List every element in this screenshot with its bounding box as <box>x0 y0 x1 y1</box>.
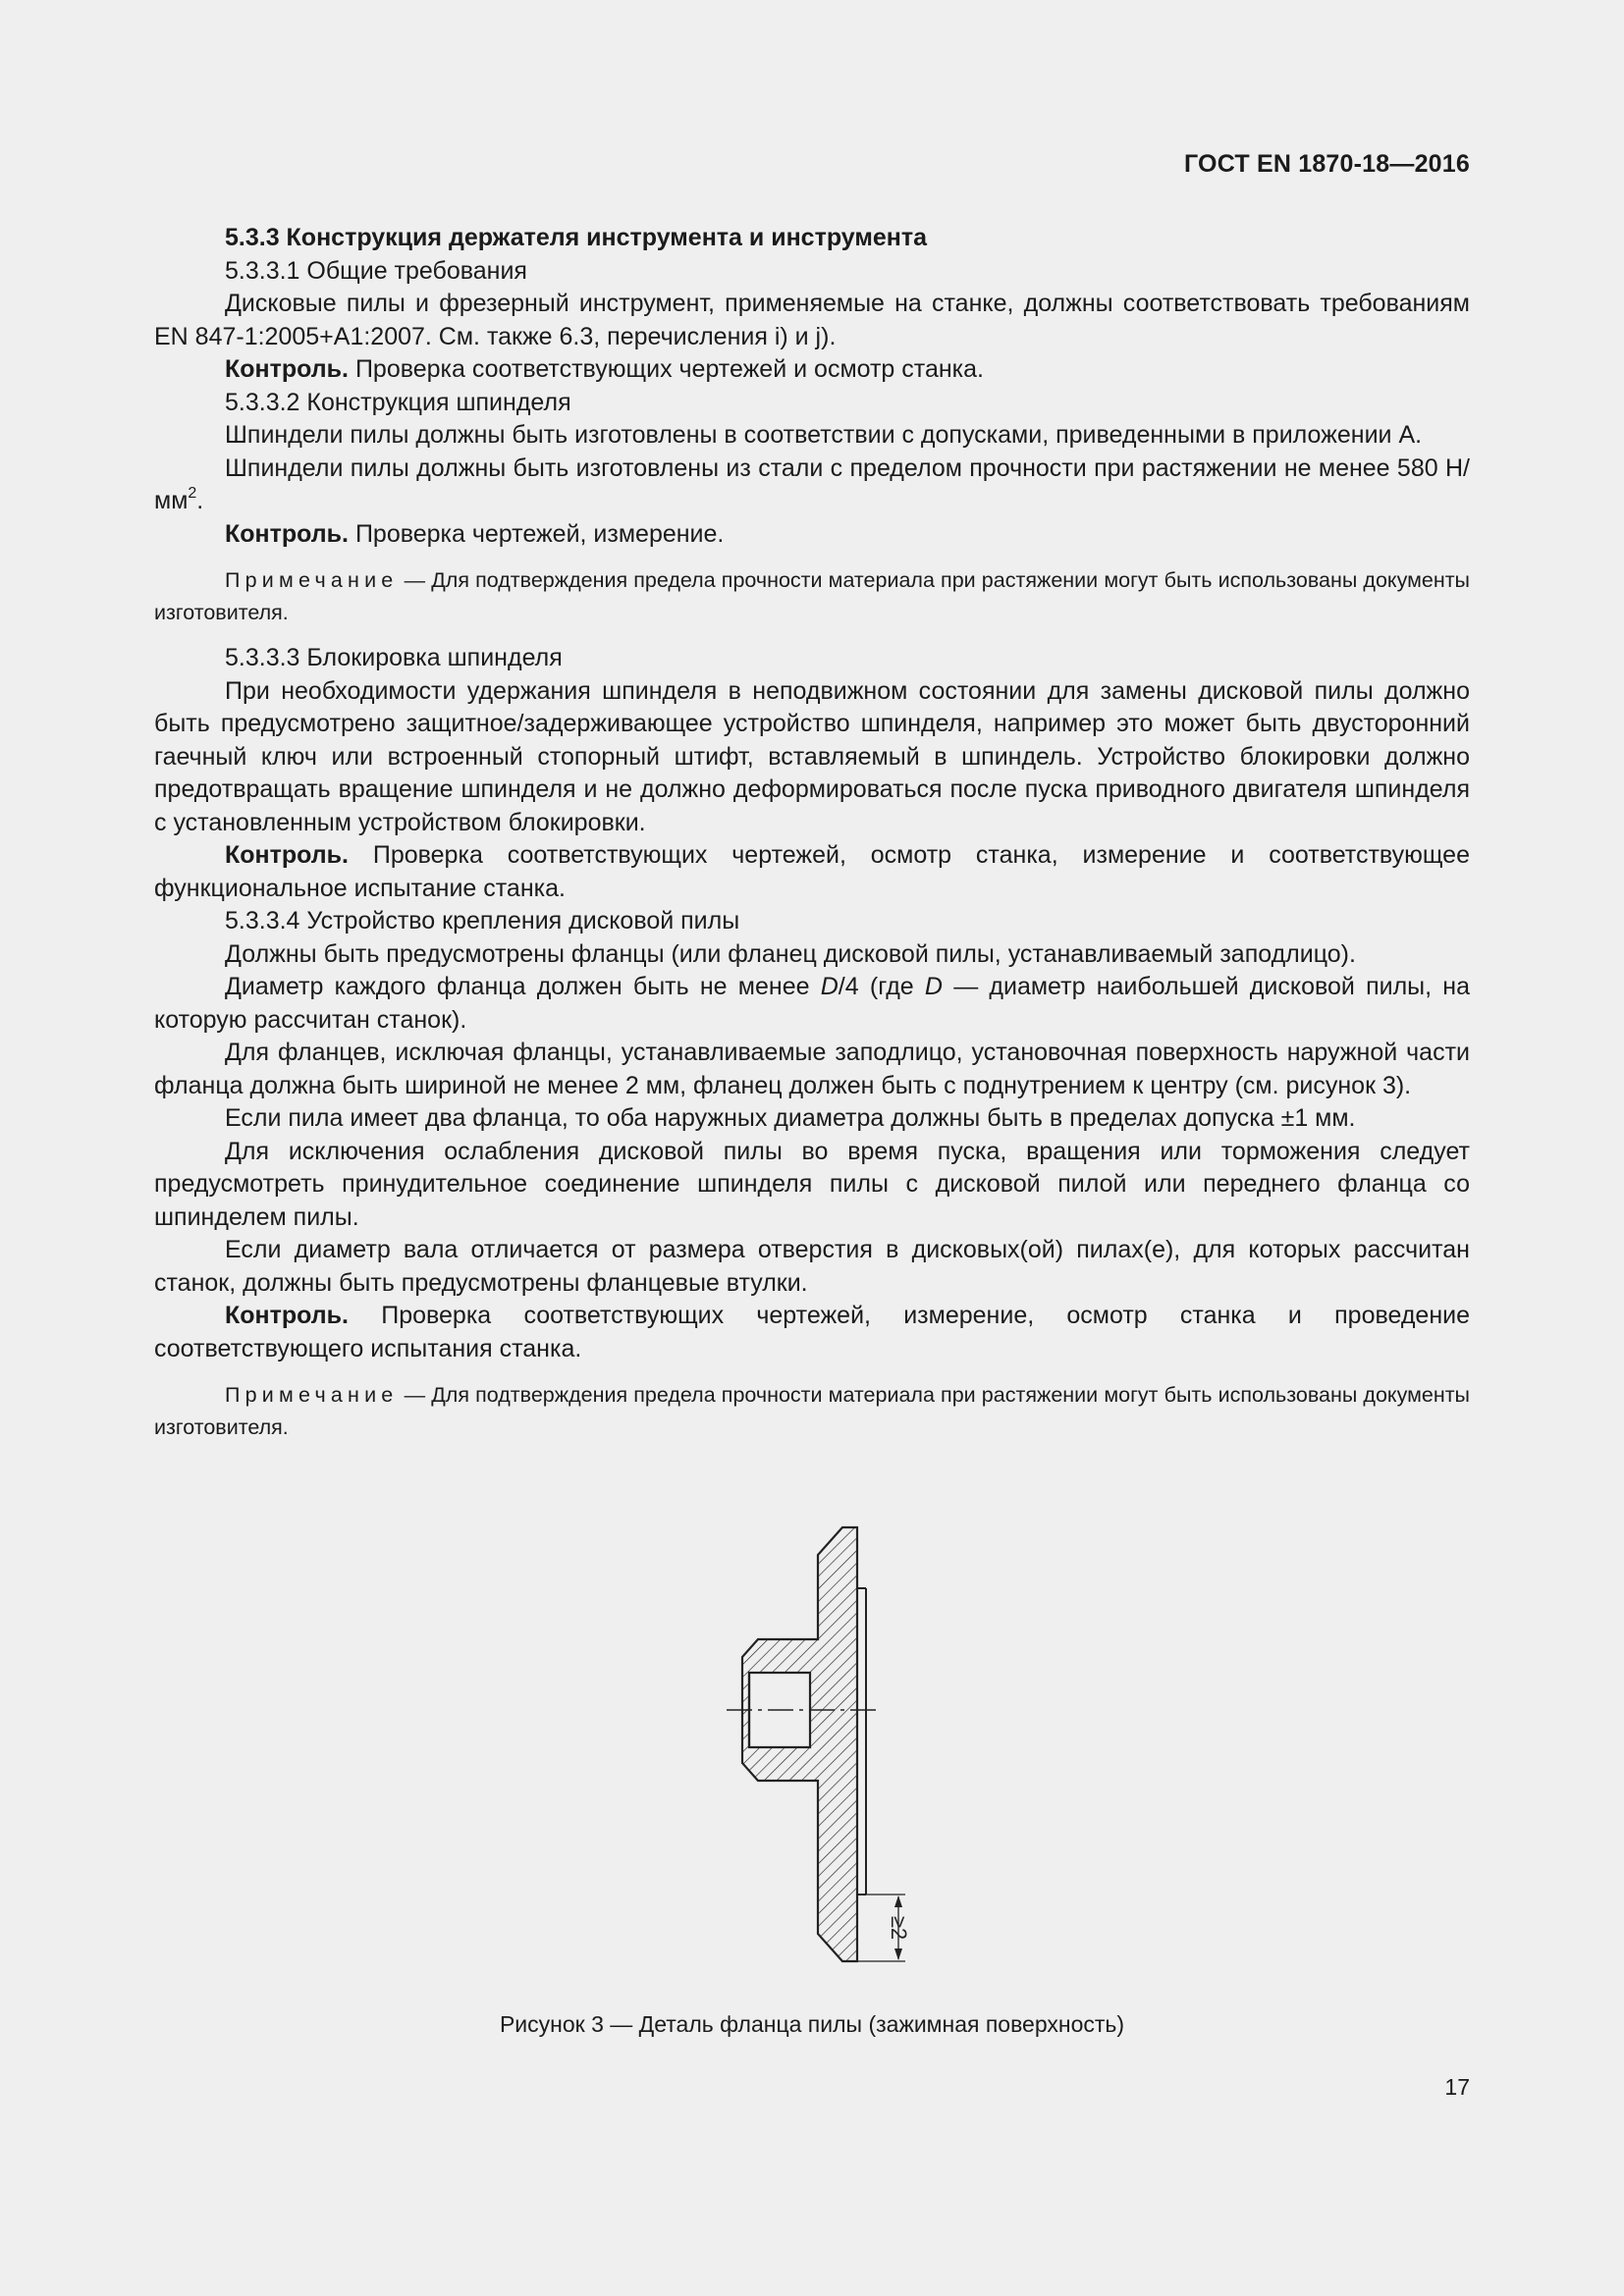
control-paragraph-4 <box>154 1300 1470 1365</box>
control-label: Контроль. <box>225 1302 349 1329</box>
paragraph-flange-diameter: Диаметр каждого фланца должен быть не менее D/4 (где D — диаметр наибольшей дисковой пилы, на которую рассчитан станок). <box>154 973 1471 1034</box>
flange-section-svg <box>687 1520 923 1981</box>
control-label: Контроль. <box>225 519 349 548</box>
control-text: Проверка соответствующих чертежей, измерение, осмотр станка и проведение соответствующего испытания станка. <box>154 1302 1470 1362</box>
note-text: — Для подтверждения предела прочности материала при растяжении могут быть использованы документы изготовителя. <box>154 1383 1470 1439</box>
control-paragraph-3 <box>154 839 1470 905</box>
note-label: Примечание <box>225 1383 399 1407</box>
section-5-3-3-3-title: 5.3.3.3 Блокировка шпинделя <box>225 644 563 671</box>
control-paragraph-2 <box>154 518 1470 552</box>
paragraph-general-requirements: Дисковые пилы и фрезерный инструмент, применяемые на станке, должны соответствовать требованиям EN 847-1:2005+A1:2007. См. также 6.3, перечисления i) и j). <box>154 290 1470 350</box>
control-label: Контроль. <box>225 355 349 383</box>
paragraph-spindle-steel: Шпиндели пилы должны быть изготовлены из стали с пределом прочности при растяжении не менее 580 $Н/мм^2$. <box>154 454 1470 514</box>
note-2 <box>154 1379 1470 1444</box>
page-number: 17 <box>1444 2074 1470 2100</box>
document-header: ГОСТ EN 1870-18—2016 <box>1184 150 1470 178</box>
flange-section-profile <box>742 1527 857 1961</box>
paragraph-flange-bushings: Если диаметр вала отличается от размера отверстия в дисковых(ой) пилах(е), для которых рассчитан станок, должны быть предусмотрены фланцевые втулки. <box>154 1236 1470 1297</box>
control-text: Проверка соответствующих чертежей, осмотр станка, измерение и соответствующее функциональное испытание станка. <box>154 841 1470 902</box>
section-5-3-3-2-title: 5.3.3.2 Конструкция шпинделя <box>225 388 571 416</box>
figure-3-flange-drawing <box>687 1520 923 1981</box>
section-5-3-3-1-title: 5.3.3.1 Общие требования <box>225 256 527 285</box>
control-paragraph-1 <box>154 353 1470 387</box>
paragraph-two-flanges: Если пила имеет два фланца, то оба наружных диаметра должны быть в пределах допуска ±1 мм. <box>225 1104 1356 1132</box>
dimension-label: ≥2 <box>887 1915 911 1941</box>
paragraph-spindle-tolerances: Шпиндели пилы должны быть изготовлены в соответствии с допусками, приведенными в приложении А. <box>225 421 1423 449</box>
section-5-3-3-4-title: 5.3.3.4 Устройство крепления дисковой пилы <box>225 907 740 934</box>
superscript: 2 <box>188 484 197 502</box>
control-label: Контроль. <box>225 841 349 869</box>
paragraph-flanges: Должны быть предусмотрены фланцы (или фланец дисковой пилы, устанавливаемый заподлицо). <box>225 939 1356 968</box>
paragraph-positive-connection: Для исключения ослабления дисковой пилы во время пуска, вращения или торможения следует предусмотреть принудительное соединение шпинделя пилы с дисковой пилой или переднего фланца со шпинделем пилы. <box>154 1137 1470 1231</box>
control-text: Проверка соответствующих чертежей и осмотр станка. <box>349 355 984 383</box>
note-1 <box>154 564 1470 629</box>
figure-caption: Рисунок 3 — Деталь фланца пилы (зажимная поверхность) <box>499 2011 1125 2037</box>
paragraph-spindle-lock: При необходимости удержания шпинделя в неподвижном состоянии для замены дисковой пилы должно быть предусмотрено защитное/задерживающее устройство шпинделя, например это может быть двусторонний гаечный ключ или встроенный стопорный штифт, вставляемый в шпиндель. Устройство блокировки должно предотвращать вращение шпинделя и не должно деформироваться после пуска приводного двигателя шпинделя с установленным устройством блокировки. <box>154 676 1470 836</box>
document-body <box>154 222 1470 1457</box>
dimension-arrow-bottom <box>894 1949 902 1960</box>
dimension-arrow-top <box>894 1896 902 1907</box>
control-text: Проверка чертежей, измерение. <box>349 519 725 548</box>
note-text: — Для подтверждения предела прочности материала при растяжении могут быть использованы документы изготовителя. <box>154 568 1470 624</box>
section-5-3-3-title: 5.3.3 Конструкция держателя инструмента и инструмента <box>225 224 927 251</box>
paragraph-flange-surface: Для фланцев, исключая фланцы, устанавливаемые заподлицо, установочная поверхность наружной части фланца должна быть шириной не менее 2 мм, фланец должен быть с поднутрением к центру (см. рисунок 3). <box>154 1039 1470 1099</box>
note-label: Примечание <box>225 568 399 592</box>
